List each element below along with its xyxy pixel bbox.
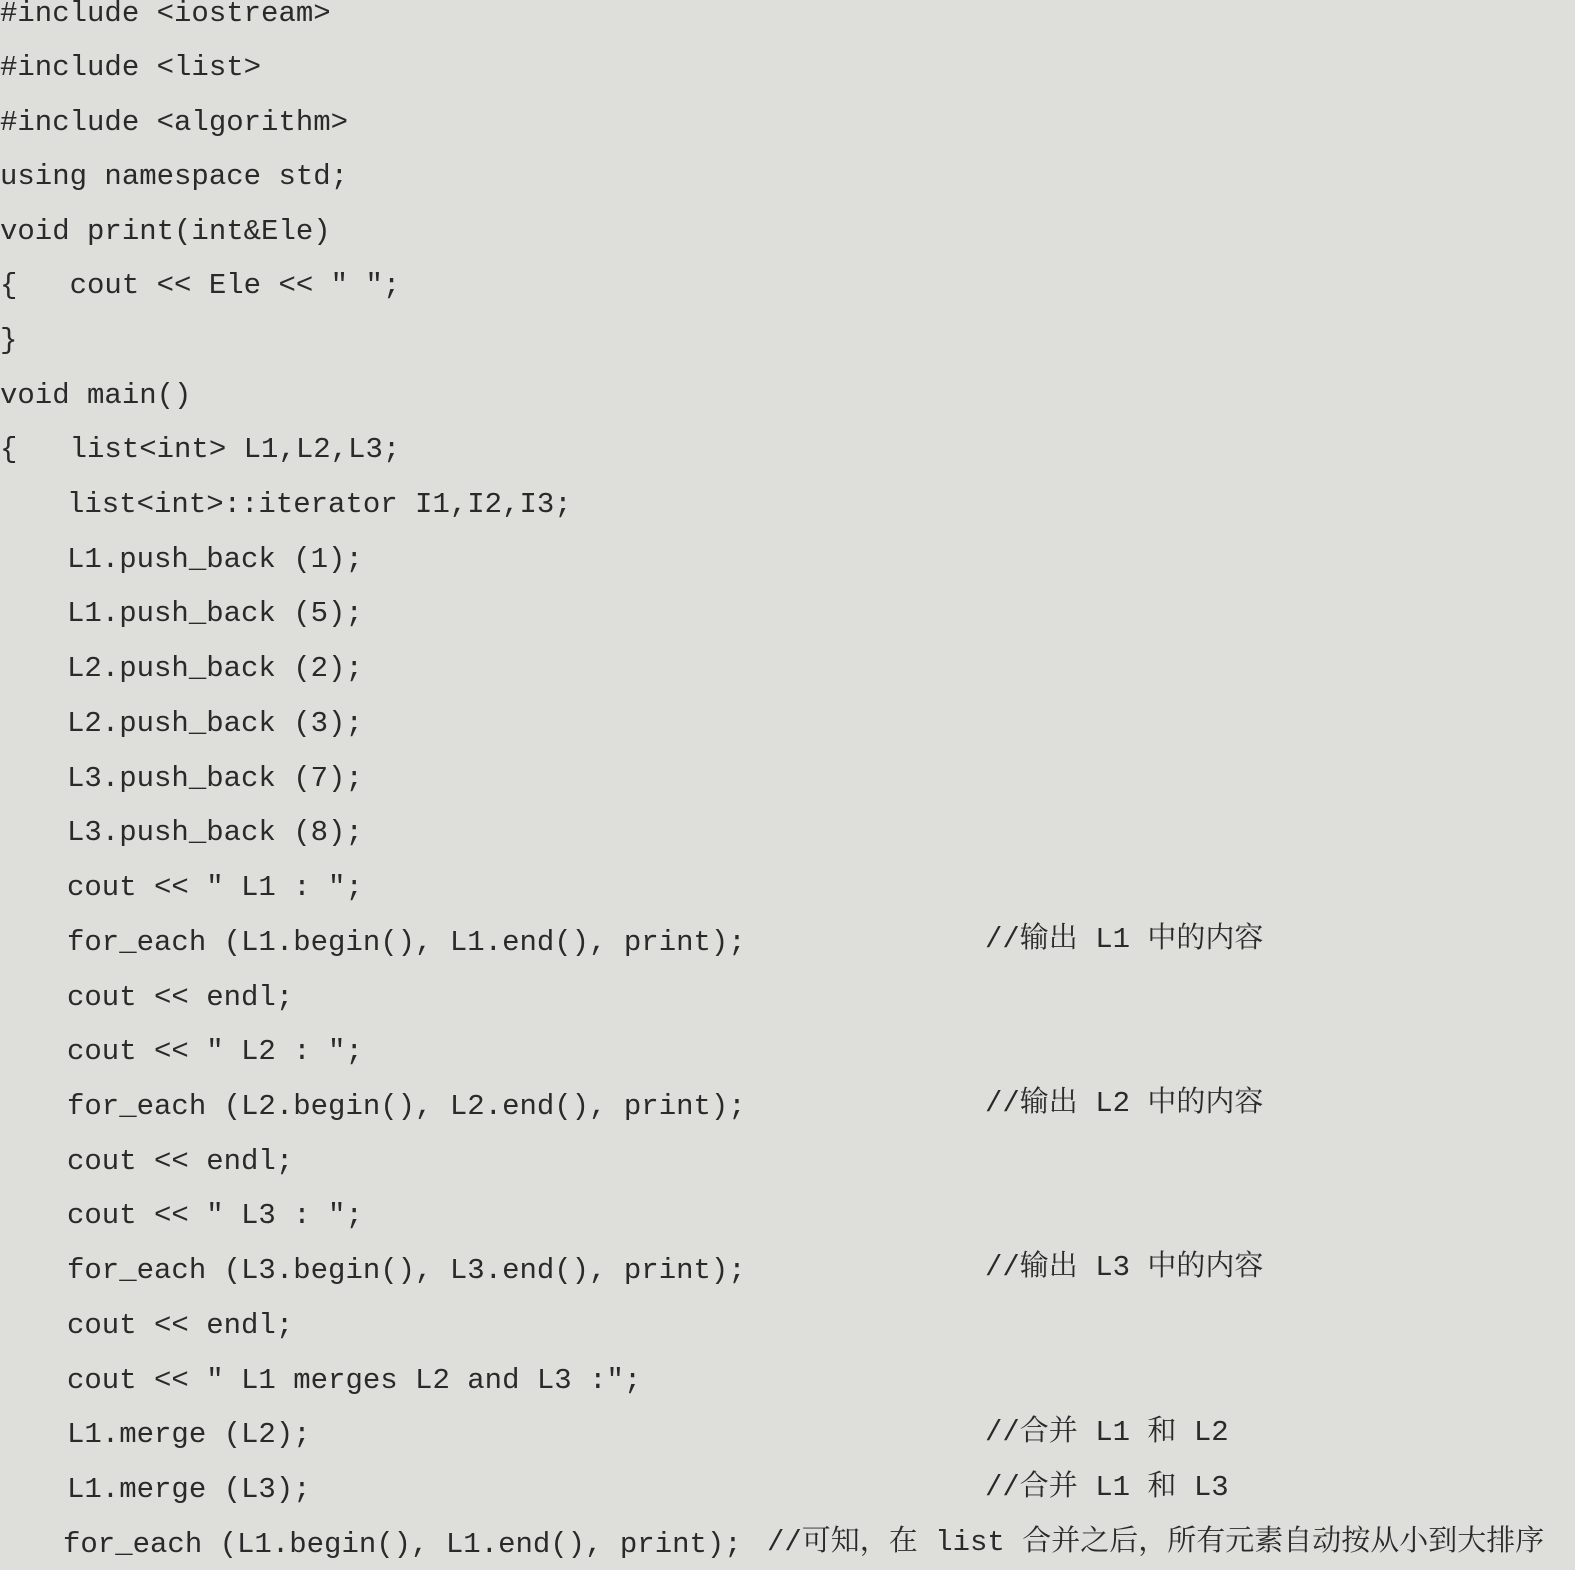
code-line: L2.push_back (3); (67, 707, 363, 740)
code-line: for_each (L2.begin(), L2.end(), print); (67, 1090, 746, 1123)
code-line: for_each (L1.begin(), L1.end(), print); (63, 1528, 742, 1561)
code-line: for_each (L3.begin(), L3.end(), print); (67, 1254, 746, 1287)
code-line: cout << " L2 : "; (67, 1035, 363, 1068)
code-line: L1.push_back (5); (67, 597, 363, 630)
code-line: cout << " L1 : "; (67, 871, 363, 904)
code-comment: //合并 L1 和 L3 (985, 1471, 1229, 1504)
code-line: #include <list> (0, 51, 262, 84)
code-line: cout << endl; (67, 981, 294, 1014)
code-line: using namespace std; (0, 160, 349, 193)
code-line: #include <algorithm> (0, 106, 349, 139)
code-line: L3.push_back (7); (67, 762, 363, 795)
code-line: } (0, 324, 18, 357)
code-comment: //输出 L3 中的内容 (985, 1251, 1264, 1284)
code-line: list<int>::iterator I1,I2,I3; (67, 488, 572, 521)
code-line: L1.merge (L3); (67, 1473, 311, 1506)
code-line: cout << endl; (67, 1145, 294, 1178)
code-line: L2.push_back (2); (67, 652, 363, 685)
code-line: L1.merge (L2); (67, 1418, 311, 1451)
code-comment: //输出 L1 中的内容 (985, 923, 1264, 956)
code-line: L1.push_back (1); (67, 543, 363, 576)
code-line: void print(int&Ele) (0, 215, 331, 248)
code-line: { list<int> L1,L2,L3; (0, 433, 401, 466)
code-line: cout << endl; (67, 1309, 294, 1342)
code-line: void main() (0, 379, 192, 412)
code-line: L3.push_back (8); (67, 816, 363, 849)
code-line: #include <iostream> (0, 0, 331, 30)
code-line: cout << " L3 : "; (67, 1199, 363, 1232)
code-line: cout << " L1 merges L2 and L3 :"; (67, 1364, 642, 1397)
code-comment: //输出 L2 中的内容 (985, 1087, 1264, 1120)
code-comment: //可知，在 list 合并之后，所有元素自动按从小到大排序 (767, 1526, 1545, 1559)
code-line: { cout << Ele << " "; (0, 269, 401, 302)
code-comment: //合并 L1 和 L2 (985, 1416, 1229, 1449)
code-line: for_each (L1.begin(), L1.end(), print); (67, 926, 746, 959)
